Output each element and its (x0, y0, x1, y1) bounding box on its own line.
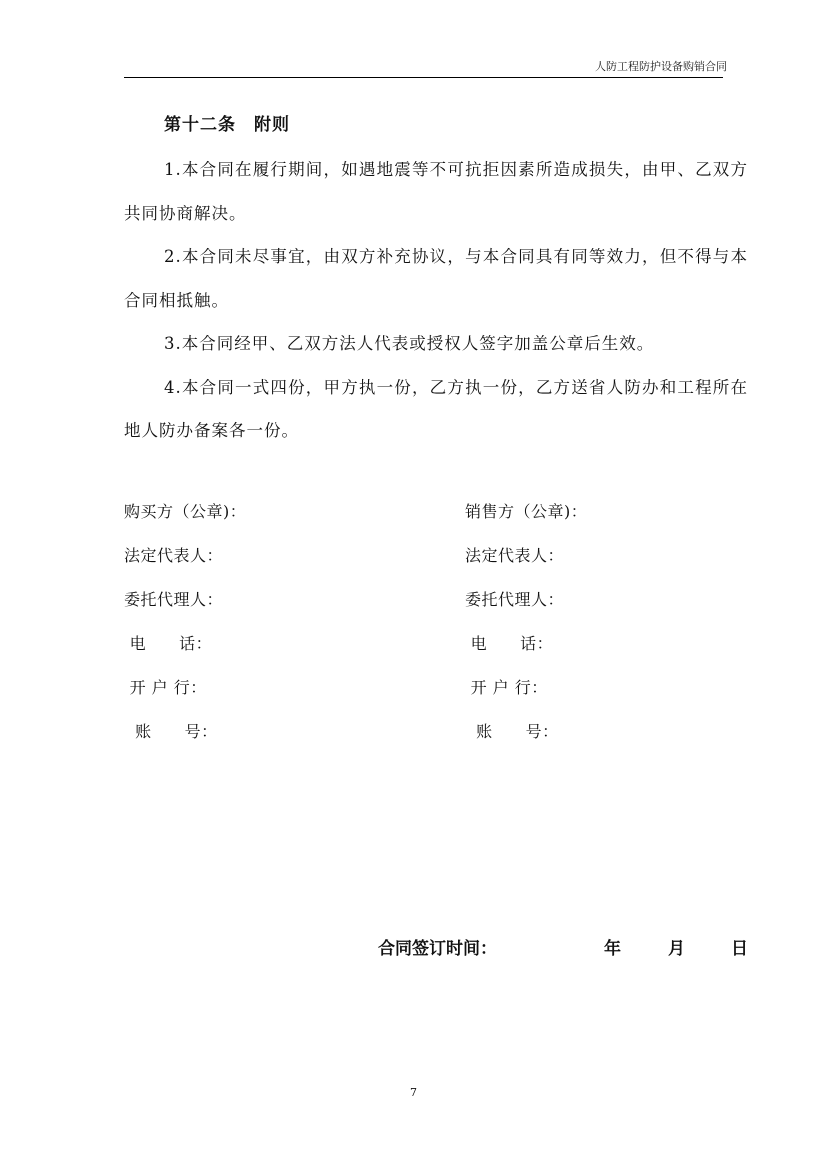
seller-block (465, 500, 587, 764)
header-rule (124, 77, 723, 78)
signing-day: 日 (731, 939, 748, 959)
seller-account: 账 号： (465, 722, 559, 741)
clause-2: 2.本合同未尽事宜，由双方补充协议，与本合同具有同等效力，但不得与本合同相抵触。 (124, 247, 748, 310)
buyer-block (124, 500, 246, 764)
seller-phone: 电 话： (465, 634, 554, 653)
buyer-agent: 委托代理人： (124, 590, 224, 609)
clause-4: 4.本合同一式四份，甲方执一份，乙方执一份，乙方送省人防办和工程所在地人防办备案各一份。 (124, 377, 748, 440)
signing-year: 年 (604, 939, 621, 959)
clause-1: 1.本合同在履行期间，如遇地震等不可抗拒因素所造成损失，由甲、乙双方共同协商解决。 (124, 160, 748, 223)
page-number: 7 (410, 1086, 417, 1099)
seller-agent: 委托代理人： (465, 590, 565, 609)
buyer-account: 账 号： (124, 722, 218, 741)
header-title: 人防工程防护设备购销合同 (595, 60, 727, 73)
buyer-bank: 开 户 行： (124, 678, 207, 697)
buyer-phone: 电 话： (124, 634, 213, 653)
signing-month: 月 (668, 939, 685, 959)
signing-label: 合同签订时间： (378, 939, 497, 959)
seller-title: 销售方（公章)： (465, 502, 588, 521)
clause-3: 3.本合同经甲、乙双方法人代表或授权人签字加盖公章后生效。 (164, 334, 655, 353)
seller-legal-rep: 法定代表人： (465, 546, 565, 565)
buyer-legal-rep: 法定代表人： (124, 546, 224, 565)
buyer-title: 购买方（公章)： (124, 502, 247, 521)
clause-list (124, 148, 748, 453)
seller-bank: 开 户 行： (465, 678, 548, 697)
article-title: 第十二条 附则 (164, 115, 290, 135)
